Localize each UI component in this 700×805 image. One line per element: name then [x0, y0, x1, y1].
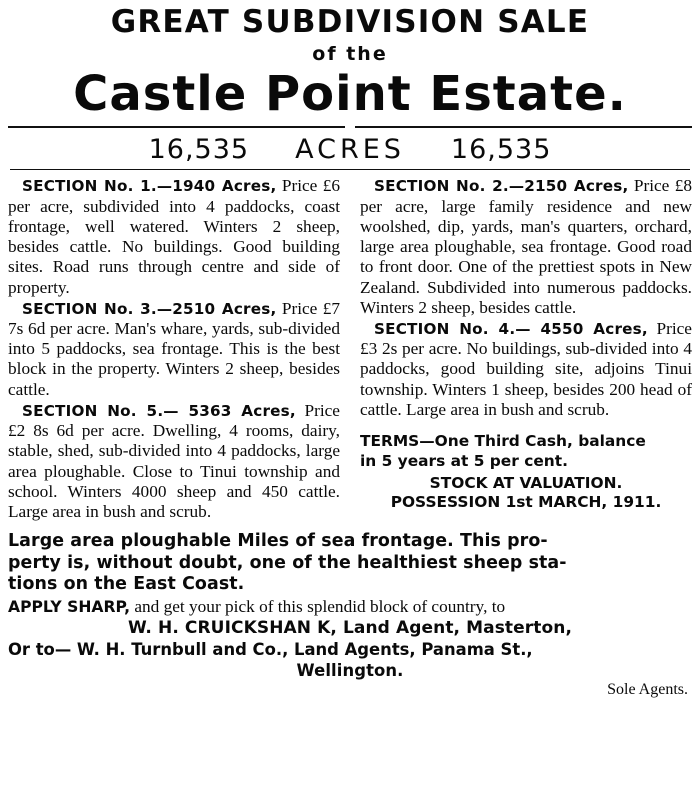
selling-points-line-3: tions on the East Coast. [8, 573, 245, 594]
section-body: Price £8 per acre, large family residence and new woolshed, dip, yards, man's quarters, orchard, large area ploughable, sea frontage. Good road to front door. One of the prettiest spots in New Zealand. Subdivided into numerous paddocks. Winters 2 sheep, besides cattle. [360, 176, 693, 317]
section-paragraph [360, 176, 692, 318]
section-body: Price £3 2s per acre. No buildings, sub-divided into 4 paddocks, good building site, adjoins Tinui township. Winters 1 sheep, besides 200 head of cattle. Large area in bush and scrub. [360, 319, 692, 419]
selling-points [8, 531, 692, 595]
acreage-word: ACRES [295, 134, 405, 166]
sole-agents-label: Sole Agents. [607, 681, 688, 699]
acreage-banner [8, 134, 692, 165]
apply-line-rest: and get your pick of this splendid block of country, to [130, 597, 506, 617]
subtitle-of: of the [312, 42, 388, 65]
agent-primary: W. H. CRUICKSHAN K, Land Agent, Masterton, [127, 617, 573, 638]
section-heading: SECTION No. 5.— 5363 Acres, [22, 401, 296, 420]
section-heading: SECTION No. 4.— 4550 Acres, [374, 320, 648, 339]
selling-points-line-1: Large area ploughable Miles of sea frontage. This pro- [8, 531, 548, 552]
section-body: Price £7 7s 6d per acre. Man's whare, yards, sub-divided into 5 paddocks, sea frontage. This is the best block in the property. Winters 2 sheep, besides cattle. [8, 298, 341, 399]
divider-under-acres [10, 169, 690, 170]
section-paragraph [8, 401, 340, 522]
section-body: Price £6 per acre, subdivided into 4 paddocks, coast frontage, well watered. Winters 2 sheep, besides cattle. No buildings. Good building sites. Road runs through centre and side of property. [8, 176, 341, 297]
section-body: Price £2 8s 6d per acre. Dwelling, 4 rooms, dairy, stable, shed, sub-divided into 4 paddocks, large area ploughable. Close to Tinui township and school. Winters 4000 sheep and 450 cattle. Large area in bush and scrub. [8, 400, 340, 522]
divider-segment-right [355, 126, 692, 128]
agent-secondary: Or to— W. H. Turnbull and Co., Land Agents, Panama St., [8, 640, 533, 660]
acreage-right: 16,535 [450, 134, 552, 166]
acreage-left: 16,535 [148, 134, 250, 166]
terms-line-2: in 5 years at 5 per cent. [360, 451, 568, 470]
possession-line: POSSESSION 1st MARCH, 1911. [390, 493, 662, 512]
selling-points-line-2: perty is, without doubt, one of the healthiest sheep sta- [8, 552, 567, 573]
agent-secondary-city: Wellington. [296, 660, 404, 680]
section-heading: SECTION No. 3.—2510 Acres, [22, 299, 277, 318]
footer-block [8, 531, 692, 699]
column-right [350, 176, 692, 513]
body-columns [8, 176, 692, 523]
apply-sharp-label: APPLY SHARP, [8, 598, 130, 617]
section-heading: SECTION No. 1.—1940 Acres, [22, 177, 277, 196]
section-paragraph [8, 299, 340, 400]
terms-line-1: TERMS—One Third Cash, balance [360, 432, 646, 451]
stock-valuation-line: STOCK AT VALUATION. [429, 473, 623, 492]
section-heading: SECTION No. 2.—2150 Acres, [374, 177, 629, 196]
column-left [8, 176, 350, 523]
terms-block [360, 432, 692, 513]
page-title: GREAT SUBDIVISION SALE [110, 4, 590, 40]
section-paragraph [8, 176, 340, 297]
estate-name-title: Castle Point Estate. [73, 65, 627, 122]
divider-top [8, 126, 692, 128]
apply-line [8, 597, 692, 618]
section-paragraph [360, 319, 692, 420]
divider-segment-left [8, 126, 345, 128]
